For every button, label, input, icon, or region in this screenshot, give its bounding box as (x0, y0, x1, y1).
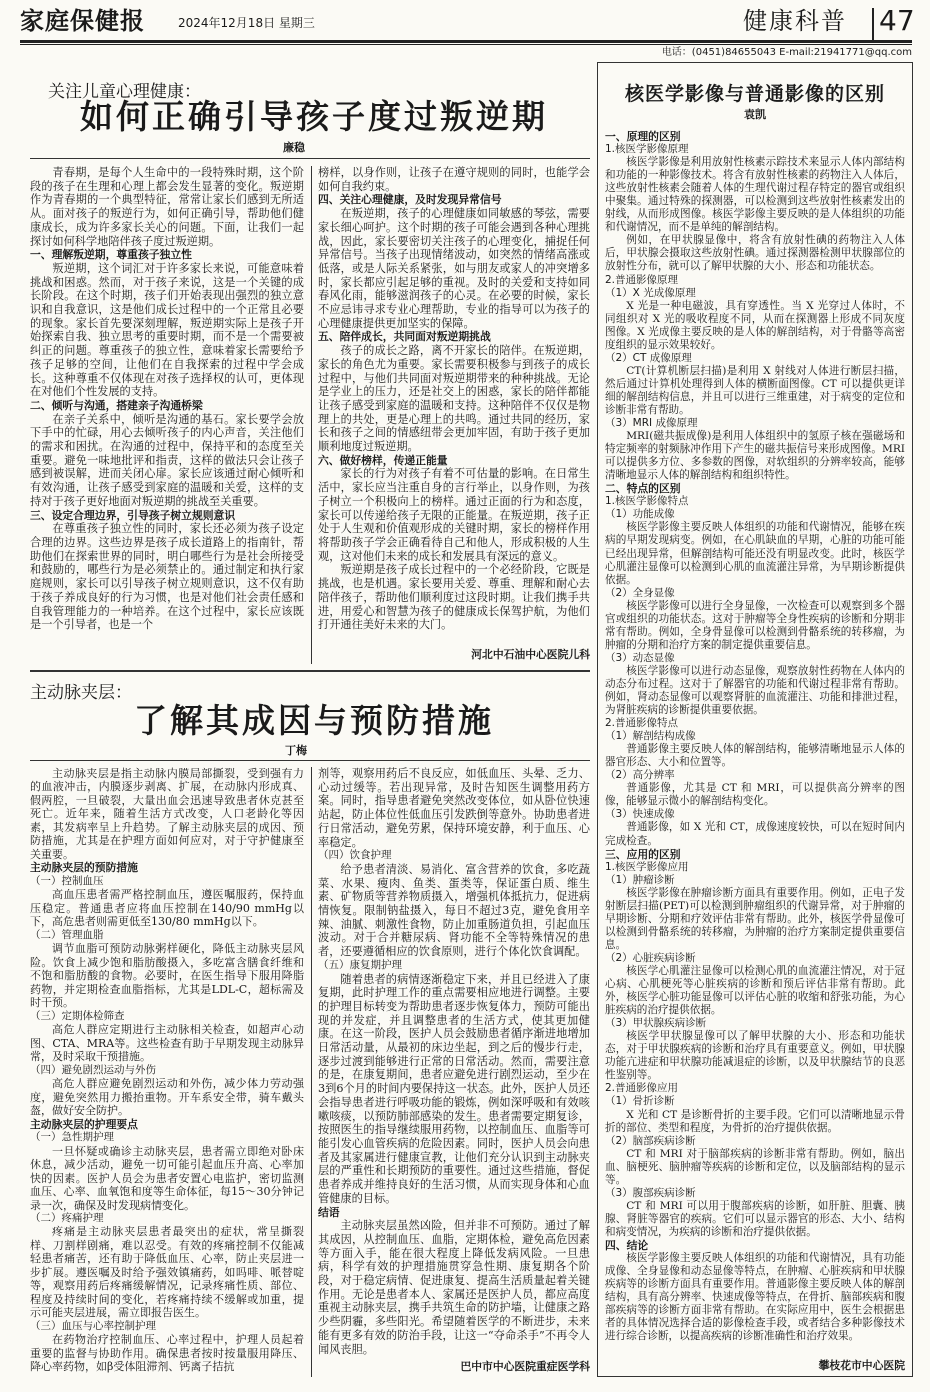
subheading: 结语 (318, 1205, 340, 1219)
minor-heading: （3）腹部疾病诊断 (605, 1186, 696, 1199)
paragraph: 高危人群应避免剧烈运动和外伤，减少体力劳动强度，避免突然用力搬抬重物。开车系安全带，骑车戴头盔，做好安全防护。 (30, 1077, 304, 1118)
minor-heading: 1.核医学影像应用 (605, 860, 689, 873)
paragraph: 主动脉夹层虽然凶险，但并非不可预防。通过了解其成因，从控制血压、血脂，定期体检，避免高危因素等方面入手，能在很大程度上降低发病风险。一旦患病，科学有效的护理措施贯穿急性期、康复期各个阶段，对于稳定病情、促进康复、提高生活质量起着关键作用。无论是患者本人、家属还是医护人员，都应高度重视主动脉夹层，携手共筑生命的防护墙，让健康之路少些阴霾，多些阳光。希望随着医学的不断进步，未来能有更多有效的防治手段，让这一“夺命杀手”不再令人闻风丧胆。 (318, 1219, 590, 1356)
article3-title: 核医学影像与普通影像的区别 (624, 83, 885, 105)
subheading: 五、陪伴成长，共同面对叛逆期挑战 (318, 330, 491, 344)
paragraph: 普通影像，尤其是 CT 和 MRI，可以提供高分辨率的图像，能够显示微小的解剖结构变化。 (605, 782, 905, 808)
minor-heading: （3）快速成像 (605, 808, 675, 821)
subheading: 二、特点的区别 (605, 482, 681, 496)
minor-heading: （1）骨折诊断 (605, 1095, 675, 1108)
subheading: 二、倾听与沟通，搭建亲子沟通桥梁 (30, 398, 203, 412)
subheading: 四、关注心理健康，及时发现异常信号 (318, 193, 502, 207)
article1-kicker: 关注儿童心理健康： (48, 82, 201, 102)
paragraph: 孩子的成长之路，离不开家长的陪伴。在叛逆期，家长的角色尤为重要。家长需要积极参与到孩子的成长过程中，与他们共同面对叛逆期带来的种种挑战。无论是学业上的压力，还是社交上的困惑，家长的陪伴都能让孩子感受到家庭的温暖和支持。这种陪伴不仅仅是物理上的共处，更是心理上的共鸣。通过共同的经历，家长和孩子之间的情感纽带会更加牢固，有助于孩子更加顺利地度过叛逆期。 (318, 344, 590, 454)
paragraph: 例如，在甲状腺显像中，将含有放射性碘的药物注入人体后，甲状腺会摄取这些放射性碘。通过探测器检测甲状腺部位的放射性分布，就可以了解甲状腺的大小、形态和功能状态。 (605, 234, 905, 273)
article2-column-1 (30, 767, 304, 1374)
minor-heading: （1）解剖结构成像 (605, 730, 696, 743)
minor-heading: 1.核医学影像原理 (605, 143, 689, 156)
paragraph: CT 和 MRI 可以用于腹部疾病的诊断，如肝脏、胆囊、胰腺、肾脏等器官的疾病。它们可以显示器官的形态、大小、结构和病变情况，为疾病的诊断和治疗提供依据。 (605, 1199, 905, 1238)
minor-heading: （三）定期体检筛查 (30, 1009, 125, 1022)
minor-heading: （1）X 光成像原理 (605, 286, 696, 299)
masthead-divider (872, 8, 874, 40)
subheading: 一、理解叛逆期，尊重孩子独立性 (30, 248, 192, 262)
article3-source: 攀枝花市中心医院 (818, 1359, 905, 1372)
minor-heading: （二）管理血脂 (30, 928, 104, 941)
minor-heading: （2）高分辨率 (605, 769, 675, 782)
subheading: 一、原理的区别 (605, 130, 681, 143)
minor-heading: 2.普通影像原理 (605, 273, 679, 286)
paragraph: 在叛逆期，孩子的心理健康如同敏感的琴弦，需要家长细心呵护。这个时期的孩子可能会遇到各种心理挑战，因此，家长要密切关注孩子的心理变化，捕捉任何异常信号。当孩子出现情绪波动，如突然的情绪高涨或低落，或是人际关系紧张，如与朋友或家人的冲突增多时，家长都应引起足够的重视。及时的关爱和支持如同春风化雨，能够滋润孩子的心灵。在必要的时候，家长不应忌讳寻求专业心理帮助，专业的指导可以为孩子的心理健康提供更加坚实的保障。 (318, 207, 590, 330)
minor-heading: （一）急性期护理 (30, 1131, 114, 1144)
paragraph: 在药物治疗控制血压、心率过程中，护理人员起着重要的监督与协助作用。确保患者按时按量服用降压、降心率药物，如β受体阻滞剂、钙离子拮抗 (30, 1333, 304, 1374)
article2-source: 巴中市中心医院重症医学科 (460, 1360, 590, 1373)
article3-author: 袁凯 (744, 108, 766, 121)
paragraph: 核医学影像是利用放射性核素示踪技术来显示人体内部结构和功能的一种影像技术。将含有放射性核素的药物注入人体后，这些放射性核素会随着人体的生理代谢过程存特定的器官或组织中聚集。通过特殊的探测器，可以检测到这些放射性核素发出的射线，从而形成图像。核医学影像主要反映的是人体组织的功能和代谢情况，而不是单纯的解剖结构。 (605, 156, 905, 234)
top-rule (20, 40, 912, 43)
paragraph: MRI(磁共振成像)是利用人体组织中的氢原子核在强磁场和特定频率的射频脉冲作用下产生的磁共振信号来形成图像。MRI 可以提供多方位、多参数的图像，对软组织的分辨率较高，能够清晰地显示人体的解剖结构和组织特性。 (605, 430, 905, 482)
section-name: 健康科普 (743, 7, 847, 35)
paragraph: 一旦怀疑或确诊主动脉夹层，患者需立即绝对卧床休息，减少活动，避免一切可能引起血压升高、心率加快的因素。医护人员会为患者安置心电监护，密切监测血压、心率、血氧饱和度等生命体征，每15～30分钟记录一次，确保及时发现病情变化。 (30, 1144, 304, 1212)
paragraph: 核医学影像可以进行全身显像，一次检查可以观察到多个器官或组织的功能状态。这对于肿瘤等全身性疾病的诊断和分期非常有帮助。例如，全身骨显像可以检测到骨骼系统的转移瘤，为肿瘤的分期和治疗方案的制定提供重要信息。 (605, 599, 905, 651)
paragraph: 随着患者的病情逐渐稳定下来，并且已经进入了康复期，此时护理工作的重点需要相应地进行调整。主要的护理目标转变为帮助患者逐步恢复体力，预防可能出现的并发症，并且调整患者的生活方式，使其更加健康。在这一阶段，医护人员会鼓励患者循序渐进地增加日常活动量，从最初的床边坐起，到之后的慢步行走，逐步过渡到能够进行正常的日常活动。然而，需要注意的是，在康复期间，患者应避免进行剧烈运动，至少在3到6个月的时间内要保持这一状态。此外，医护人员还会指导患者进行呼吸功能的锻炼，例如深呼吸和有效咳嗽咳痰，以预防肺部感染的发生。患者需要定期复诊，按照医生的指导继续服用药物，以控制血压、血脂等可能引发心血管疾病的危险因素。同时，医护人员会向患者及其家属进行健康宣教，让他们充分认识到主动脉夹层的严重性和长期预防的重要性。通过这些措施，督促患者养成并维持良好的生活习惯，从而实现身体和心血管健康的目标。 (318, 972, 590, 1205)
article1-source: 河北中石油中心医院儿科 (471, 648, 590, 661)
minor-heading: （2）全身显像 (605, 586, 675, 599)
contact-info: 电话：(0451)84655043 E-mail:21941771@qq.com (661, 47, 912, 58)
article1-column-2 (318, 166, 590, 632)
paper-name: 家庭保健报 (20, 6, 145, 35)
minor-heading: （3）MRI 成像原理 (605, 417, 698, 430)
article2-title: 了解其成因与预防措施 (134, 701, 494, 740)
minor-heading: （1）肿瘤诊断 (605, 873, 675, 886)
paragraph: 叛逆期，这个词汇对于许多家长来说，可能意味着挑战和困惑。然而，对于孩子来说，这是一个关键的成长阶段。在这个时期，孩子们开始表现出强烈的独立意识和自我意识，这是他们成长过程中的一个正常且必要的现象。家长首先要深刻理解，叛逆期实际上是孩子开始探索自我、独立思考的重要时期，而不是一个需要被纠正的问题。尊重孩子的独立性，意味着家长需要给予孩子足够的空间，让他们在自我探索的过程中学会成长。这种尊重不仅体现在对孩子选择权的认可，更体现在对他们个性发展的支持。 (30, 261, 304, 399)
paragraph: CT 和 MRI 对于脑部疾病的诊断非常有帮助。例如，脑出血、脑梗死、脑肿瘤等疾病的诊断和定位，以及脑部结构的显示等。 (605, 1147, 905, 1186)
article2-kicker: 主动脉夹层： (30, 683, 132, 703)
minor-heading: （2）脑部疾病诊断 (605, 1134, 696, 1147)
paragraph: 核医学影像可以进行动态显像，观察放射性药物在人体内的动态分布过程。这对于了解器官的功能和代谢过程非常有帮助。例如，肾动态显像可以观察肾脏的血流灌注、功能和排泄过程，为肾脏疾病的诊断提供重要依据。 (605, 664, 905, 717)
subheading: 四、结论 (605, 1238, 649, 1252)
minor-heading: （一）控制血压 (30, 874, 104, 887)
paragraph: 剂等，观察用药后不良反应，如低血压、头晕、乏力、心动过缓等。若出现异常，及时告知医生调整用药方案。同时，指导患者避免突然改变体位，如从卧位快速站起，防止体位性低血压引发跌倒等意外。协助患者进行日常活动，避免劳累，保持环境安静，利于血压、心率稳定。 (318, 767, 590, 849)
top-rule-thin (20, 44, 912, 45)
paragraph: 高血压患者需严格控制血压，遵医嘱服药，保持血压稳定。普通患者应将血压控制在140/90 mmHg以下，高危患者则需更低至130/80 mmHg以下。 (30, 888, 304, 929)
column-divider (311, 166, 312, 664)
subheading: 主动脉夹层的护理要点 (30, 1117, 138, 1131)
minor-heading: （四）避免剧烈运动与外伤 (30, 1063, 156, 1076)
paragraph: 青春期，是每个人生命中的一段特殊时期，这个阶段的孩子在生理和心理上都会发生显著的变化。叛逆期作为青春期的一个典型特征，常常让家长们感到无所适从。面对孩子的叛逆行为，如何正确引导，帮助他们健康成长，成为许多家长关心的问题。下面，让我们一起探讨如何科学地陪伴孩子度过叛逆期。 (30, 166, 304, 248)
subheading: 主动脉夹层的预防措施 (30, 861, 138, 875)
paragraph: 叛逆期是孩子成长过程中的一个必经阶段，它既是挑战，也是机遇。家长要用关爱、尊重、理解和耐心去陪伴孩子，帮助他们顺利度过这段时期。让我们携手共进，用爱心和智慧为孩子的健康成长保驾护航，为他们打开通往美好未来的大门。 (318, 563, 590, 632)
minor-heading: 1.核医学影像特点 (605, 495, 689, 508)
minor-heading: （3）动态显像 (605, 651, 675, 664)
article-separator (30, 670, 590, 672)
paragraph: 普通影像主要反映人体的解剖结构，能够清晰地显示人体的器官形态、大小和位置等。 (605, 743, 905, 769)
paragraph: 核医学影像在肿瘤诊断方面具有重要作用。例如，正电子发射断层扫描(PET)可以检测到肿瘤组织的代谢异常，对于肿瘤的早期诊断、分期和疗效评估非常有帮助。此外，核医学骨显像可以检测到骨骼系统的转移瘤，为肿瘤的治疗方案制定提供重要信息。 (605, 886, 905, 951)
minor-heading: （三）血压与心率控制护理 (30, 1319, 156, 1332)
paragraph: CT(计算机断层扫描)是利用 X 射线对人体进行断层扫描，然后通过计算机处理得到人体的横断面图像。CT 可以提供更详细的解剖结构信息，并且可以进行三维重建，对于病变的定位和诊断非常有帮助。 (605, 364, 905, 416)
paragraph: 疼痛是主动脉夹层患者最突出的症状，常呈撕裂样、刀割样剧痛，难以忍受。有效的疼痛控制不仅能减轻患者痛苦，还有助于降低血压、心率，防止夹层进一步扩展。遵医嘱及时给予强效镇痛药，如吗啡、哌替啶等，观察用药后疼痛缓解情况，记录疼痛性质、部位、程度及持续时间的变化，若疼痛持续不缓解或加重，提示可能夹层进展，需立即报告医生。 (30, 1225, 304, 1320)
issue-date: 2024年12月18日 星期三 (178, 16, 315, 30)
paragraph: 在尊重孩子独立性的同时，家长还必须为孩子设定合理的边界。这些边界是孩子成长道路上的指南针，帮助他们在探索世界的同时，明白哪些行为是社会所接受和鼓励的，哪些行为是必须禁止的。通过制定和执行家庭规则，家长可以引导孩子树立规则意识，这不仅有助于孩子养成良好的行为习惯，也是对他们社会责任感和自我管理能力的一种培养。在这个过程中，家长应该既是一个引导者，也是一个 (30, 522, 304, 632)
minor-heading: （2）CT 成像原理 (605, 351, 692, 364)
paragraph: 调节血脂可预防动脉粥样硬化，降低主动脉夹层风险。饮食上减少饱和脂肪酸摄入，多吃富含膳食纤维和不饱和脂肪酸的食物。必要时，在医生指导下服用降脂药物，并定期检查血脂指标，尤其是LDL-C，超标需及时干预。 (30, 942, 304, 1010)
subheading: 三、设定合理边界，引导孩子树立规则意识 (30, 508, 236, 522)
paragraph: 核医学影像主要反映人体组织的功能和代谢情况，具有功能成像、全身显像和动态显像等特点，在肿瘤、心脏疾病和甲状腺疾病等的诊断方面具有重要作用。普通影像主要反映人体的解剖结构，具有高分辨率、快速成像等特点，在骨折、脑部疾病和腹部疾病等的诊断方面非常有帮助。在实际应用中，医生会根据患者的具体情况选择合适的影像检查手段，或者结合多种影像技术进行综合诊断，以提高疾病的诊断准确性和治疗效果。 (605, 1252, 905, 1343)
article1-column-1 (30, 166, 304, 632)
minor-heading: （五）康复期护理 (318, 958, 402, 971)
article2-title-rule (30, 760, 590, 761)
paragraph: 高危人群应定期进行主动脉相关检查，如超声心动图、CTA、MRA等。这些检查有助于早期发现主动脉异常，及时采取干预措施。 (30, 1023, 304, 1064)
paragraph: 家长的行为对孩子有着不可估量的影响。在日常生活中，家长应当注重自身的言行举止，以身作则，为孩子树立一个积极向上的榜样。通过正面的行为和态度，家长可以传递给孩子无限的正能量。在叛逆期，孩子正处于人生观和价值观形成的关键时期，家长的榜样作用将帮助孩子学会正确看待自己和他人，形成积极的人生观，这对他们未来的成长和发展具有深远的意义。 (318, 467, 590, 563)
subheading: 三、应用的区别 (605, 847, 681, 861)
subheading: 六、做好榜样，传递正能量 (318, 453, 448, 467)
paragraph: 核医学心肌灌注显像可以检测心肌的血流灌注情况，对于冠心病、心肌梗死等心脏疾病的诊断和预后评估非常有帮助。此外，核医学心脏功能显像可以评估心脏的收缩和舒张功能，为心脏疾病的治疗提供依据。 (605, 965, 905, 1017)
minor-heading: 2.普通影像应用 (605, 1082, 679, 1095)
minor-heading: （2）心脏疾病诊断 (605, 951, 696, 964)
paragraph: 普通影像，如 X 光和 CT，成像速度较快，可以在短时间内完成检查。 (605, 821, 905, 847)
paragraph: 榜样，以身作则，让孩子在遵守规则的同时，也能学会如何自我约束。 (318, 166, 590, 193)
paragraph: X 光和 CT 是诊断骨折的主要手段。它们可以清晰地显示骨折的部位、类型和程度，为骨折的治疗提供依据。 (605, 1108, 905, 1134)
paragraph: 在亲子关系中，倾听是沟通的基石。家长要学会放下手中的忙碌，用心去倾听孩子的内心声音，关注他们的需求和困扰。在沟通的过程中，保持平和的态度至关重要。避免一味地批评和指责，这样的做法只会让孩子感到被误解，进而关闭心扉。家长应该通过耐心倾听和有效沟通，让孩子感受到家庭的温暖和关爱，这样的支持对于孩子更好地面对叛逆期的挑战至关重要。 (30, 412, 304, 508)
page-number: 47 (879, 4, 915, 37)
paragraph: 给予患者清淡、易消化、富含营养的饮食，多吃蔬菜、水果、瘦肉、鱼类、蛋类等，保证蛋白质、维生素、矿物质等营养物质摄入，增强机体抵抗力，促进病情恢复。限制钠盐摄入，每日不超过3克，避免食用辛辣、油腻、刺激性食物，防止加重肠道负担，引起血压波动。对于合并糖尿病、肾功能不全等特殊情况的患者，还要遵循相应的饮食原则，进行个体化饮食调配。 (318, 862, 590, 959)
paragraph: X 光是一种电磁波，具有穿透性。当 X 光穿过人体时，不同组织对 X 光的吸收程度不同，从而在探测器上形成不同灰度图像。X 光成像主要反映的是人体的解剖结构，对于骨骼等高密度组织的显示效果较好。 (605, 299, 905, 351)
minor-heading: （四）饮食护理 (318, 849, 392, 862)
paragraph: 主动脉夹层是指主动脉内膜局部撕裂，受到强有力的血液冲击，内膜逐步剥离、扩展，在动脉内形成真、假两腔，一旦破裂，大量出血会迅速导致患者休克甚至死亡。近年来，随着生活方式改变，人口老龄化等因素，其发病率呈上升趋势。了解主动脉夹层的成因、预防措施，尤其是在护理方面如何应对，对于守护健康至关重要。 (30, 767, 304, 861)
article1-author: 廉稳 (283, 141, 305, 154)
column-divider (311, 767, 312, 1377)
article1-title-rule (30, 158, 590, 159)
article2-author: 丁梅 (285, 744, 307, 757)
article2-column-2 (318, 767, 590, 1356)
minor-heading: 2.普通影像特点 (605, 717, 679, 730)
masthead (20, 4, 915, 44)
minor-heading: （1）功能成像 (605, 508, 675, 521)
paragraph: 核医学甲状腺显像可以了解甲状腺的大小、形态和功能状态，对于甲状腺疾病的诊断和治疗具有重要意义。例如，甲状腺功能亢进症和甲状腺功能减退症的诊断，以及甲状腺结节的良恶性鉴别等。 (605, 1030, 905, 1082)
paragraph: 核医学影像主要反映人体组织的功能和代谢情况，能够在疾病的早期发现病变。例如，在心肌缺血的早期，心脏的功能可能已经出现异常，但解剖结构可能还没有明显改变。此时，核医学心肌灌注显像可以检测到心肌的血流灌注异常，为早期诊断提供依据。 (605, 521, 905, 586)
minor-heading: （二）疼痛护理 (30, 1211, 104, 1224)
minor-heading: （3）甲状腺疾病诊断 (605, 1017, 707, 1030)
article3-body (605, 130, 905, 1343)
article1-title: 如何正确引导孩子度过叛逆期 (80, 97, 548, 136)
